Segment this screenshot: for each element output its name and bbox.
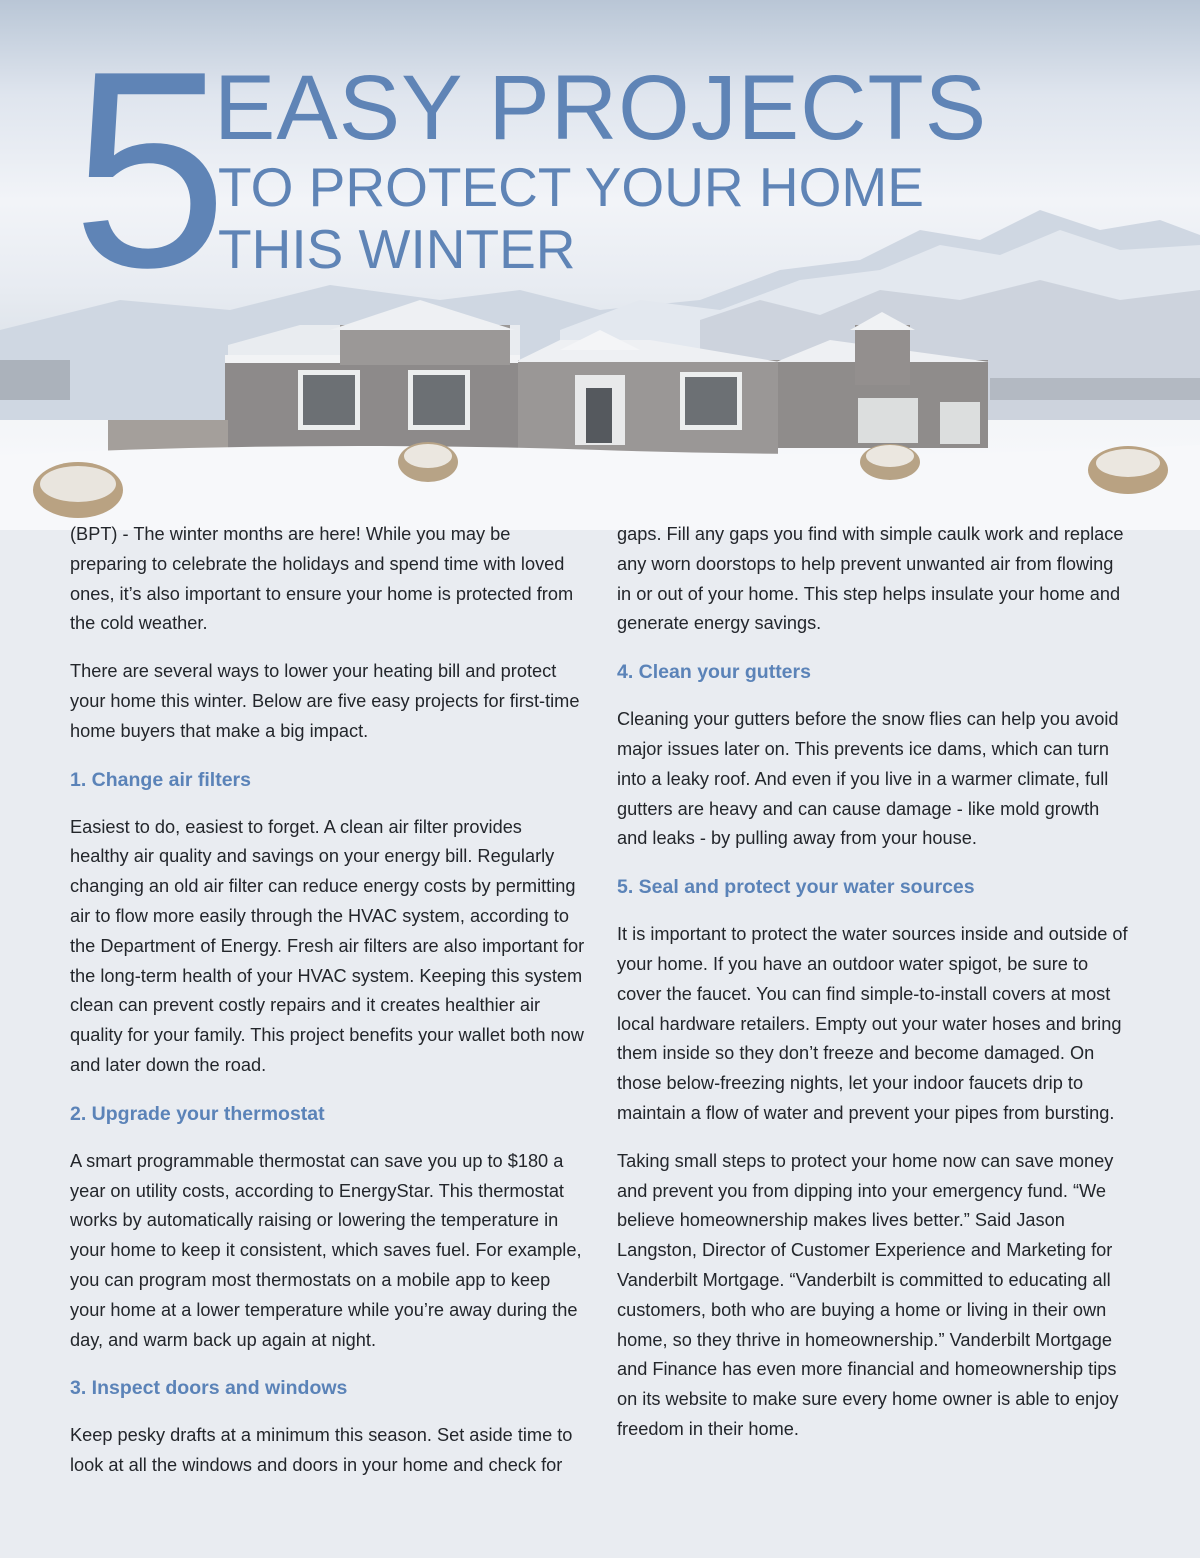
title-subline-2: THIS WINTER bbox=[218, 218, 576, 280]
left-column bbox=[70, 520, 585, 1499]
section-body-2: A smart programmable thermostat can save you up to $180 a year on utility costs, according to EnergyStar. This thermostat works by automatically raising or lowering the temperature in your home to keep it consistent, which saves fuel. For example, you can program most thermostats on a mobile app to keep your home at a lower temperature while you’re away during the day, and warm back up again at night. bbox=[70, 1150, 582, 1350]
section-heading-4: 4. Clean your gutters bbox=[617, 661, 811, 684]
intro-paragraph-1: (BPT) - The winter months are here! While you may be preparing to celebrate the holidays and spend time with loved ones, it’s also important to ensure your home is protected from the cold weather. bbox=[70, 524, 574, 634]
section-heading-1: 1. Change air filters bbox=[70, 768, 251, 791]
intro-paragraph-2: There are several ways to lower your heating bill and protect your home this winter. Below are five easy projects for first-time home buyers that make a big impact. bbox=[70, 661, 580, 741]
title-subline-1: TO PROTECT YOUR HOME bbox=[218, 156, 924, 218]
title-number: 5 bbox=[72, 14, 222, 326]
right-column bbox=[617, 520, 1132, 1463]
section-body-1: Easiest to do, easiest to forget. A clean air filter provides healthy air quality and savings on your energy bill. Regularly changing an old air filter can reduce energy costs by permitting air to flow more easily through the HVAC system, according to the Department of Energy. Fresh air filters are also important for the long-term health of your HVAC system. Keeping this system clean can prevent costly repairs and it creates healthier air quality for your family. This project benefits your wallet both now and later down the road. bbox=[70, 816, 585, 1075]
section-heading-2: 2. Upgrade your thermostat bbox=[70, 1102, 325, 1125]
section-body-5: It is important to protect the water sources inside and outside of your home. If you have an outdoor water spigot, be sure to cover the faucet. You can find simple-to-install covers at most local hardware retailers. Empty out your water hoses and bring them inside so they don’t freeze and become damaged. On those below-freezing nights, let your indoor faucets drip to maintain a flow of water and prevent your pipes from bursting. bbox=[617, 924, 1128, 1123]
hero-banner bbox=[0, 0, 1200, 530]
section-body-3-part-2: gaps. Fill any gaps you find with simple caulk work and replace any worn doorstops to help prevent unwanted air from flowing in or out of your home. This step helps insulate your home and generate energy savings. bbox=[617, 524, 1124, 634]
closing-paragraph: Taking small steps to protect your home now can save money and prevent you from dipping into your emergency fund. “We believe homeownership makes lives better.” Said Jason Langston, Director of Customer Experience and Marketing for Vanderbilt Mortgage. “Vanderbilt is committed to educating all customers, both who are buying a home or living in their own home, so they thrive in homeownership.” Vanderbilt Mortgage and Finance has even more financial and homeownership tips on its website to make sure every home owner is able to enjoy freedom in their home. bbox=[617, 1150, 1119, 1439]
section-body-4: Cleaning your gutters before the snow flies can help you avoid major issues later on. This prevents ice dams, which can turn into a leaky roof. And even if you live in a warmer climate, full gutters are heavy and can cause damage - like mold growth and leaks - by pulling away from your house. bbox=[617, 709, 1119, 849]
title-main: EASY PROJECTS bbox=[214, 57, 988, 159]
section-heading-5: 5. Seal and protect your water sources bbox=[617, 876, 975, 899]
section-body-3-part-1: Keep pesky drafts at a minimum this season. Set aside time to look at all the windows and doors in your home and check for bbox=[70, 1425, 573, 1476]
section-heading-3: 3. Inspect doors and windows bbox=[70, 1377, 348, 1400]
